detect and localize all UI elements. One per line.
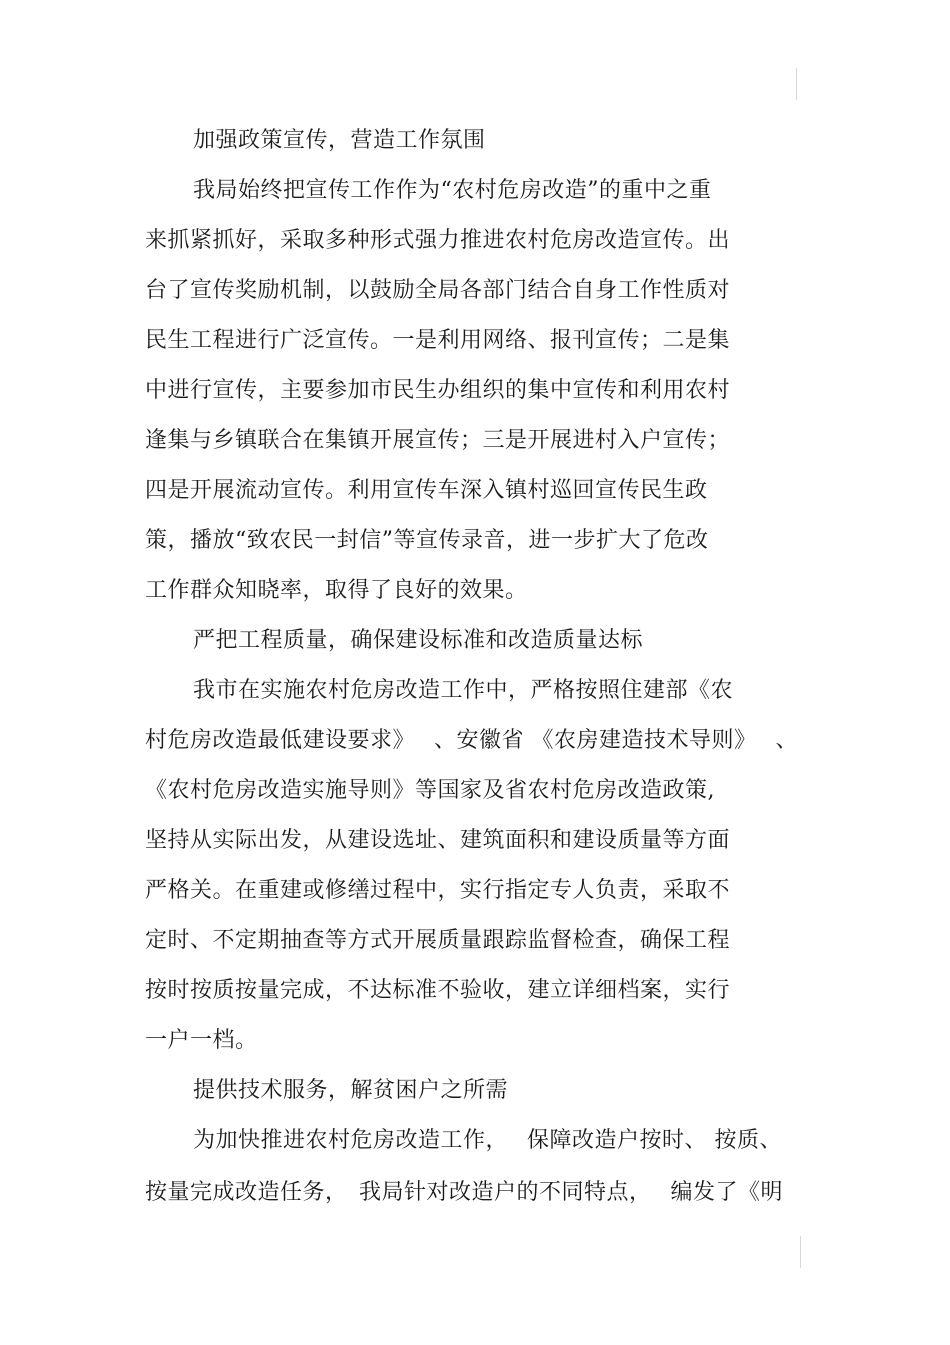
paragraph-line: 定时、不定期抽查等方式开展质量跟踪监督检查，确保工程 (145, 928, 731, 953)
paragraph-line: 四是开展流动宣传。利用宣传车深入镇村巡回宣传民生政 (145, 478, 708, 503)
paragraph-line: 为加快推进农村危房改造工作， 保障改造户按时、 按质、 (193, 1128, 782, 1153)
paragraph-line: 我市在实施农村危房改造工作中，严格按照住建部《农 (193, 678, 734, 703)
paragraph-line: 中进行宣传，主要参加市民生办组织的集中宣传和利用农村 (145, 378, 731, 403)
paragraph-line: 《农村危房改造实施导则》等国家及省农村危房改造政策, (145, 778, 715, 803)
paragraph-line: 策，播放“致农民一封信”等宣传录音，进一步扩大了危改 (145, 528, 709, 553)
section-heading: 严把工程质量，确保建设标准和改造质量达标 (193, 628, 644, 653)
paragraph-line: 坚持从实际出发，从建设选址、建筑面积和建设质量等方面 (145, 828, 731, 853)
paragraph-line: 逢集与乡镇联合在集镇开展宣传；三是开展进村入户宣传； (145, 428, 731, 453)
paragraph-line: 村危房改造最低建设要求》 、安徽省 《农房建造技术导则》 、 (145, 728, 798, 753)
paragraph-line: 一户一档。 (145, 1028, 258, 1053)
section-heading: 加强政策宣传，营造工作氛围 (193, 128, 486, 153)
page-edge-mark-top (796, 68, 797, 100)
paragraph-line: 按量完成改造任务， 我局针对改造户的不同特点， 编发了《明 (145, 1180, 783, 1205)
paragraph-line: 按时按质按量完成，不达标准不验收，建立详细档案，实行 (145, 978, 731, 1003)
paragraph-line: 我局始终把宣传工作作为“农村危房改造”的重中之重 (193, 178, 712, 203)
paragraph-line: 台了宣传奖励机制，以鼓励全局各部门结合自身工作性质对 (145, 278, 731, 303)
section-heading: 提供技术服务，解贫困户之所需 (193, 1078, 509, 1103)
page-edge-mark-bottom (800, 1236, 801, 1268)
paragraph-line: 严格关。在重建或修缮过程中，实行指定专人负责，采取不 (145, 878, 731, 903)
paragraph-line: 来抓紧抓好，采取多种形式强力推进农村危房改造宣传。出 (145, 228, 731, 253)
paragraph-line: 民生工程进行广泛宣传。一是利用网络、报刊宣传；二是集 (145, 328, 731, 353)
paragraph-line: 工作群众知晓率，取得了良好的效果。 (145, 578, 528, 603)
